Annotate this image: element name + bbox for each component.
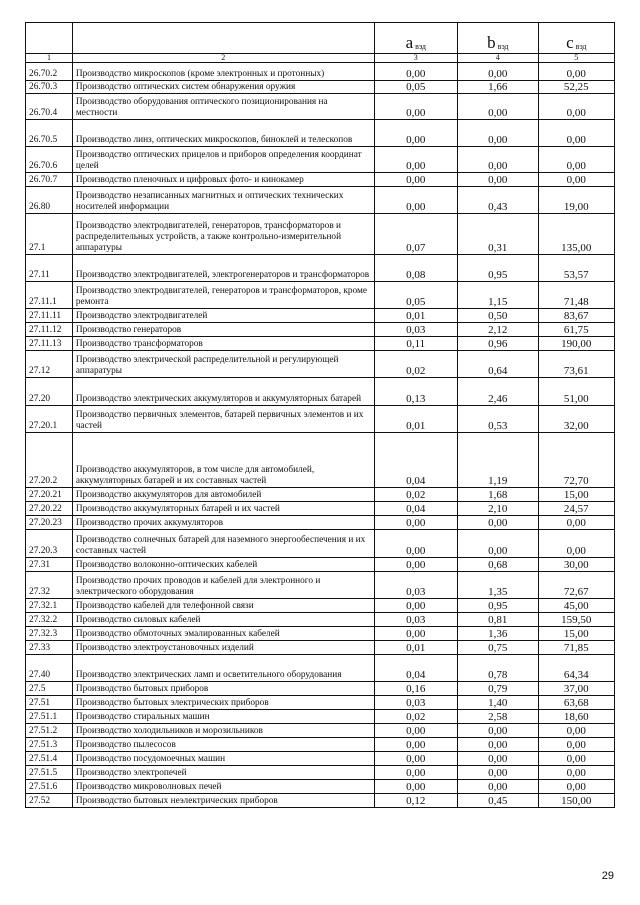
row-value-c: 83,67: [538, 309, 614, 323]
row-code: 27.12: [26, 351, 73, 378]
table-row: [26, 558, 615, 572]
header-name: [72, 23, 374, 54]
row-value-a: 0,03: [374, 613, 458, 627]
row-code: 27.52: [26, 794, 73, 808]
row-code: 27.20.23: [26, 516, 73, 530]
row-value-a: 0,00: [374, 599, 458, 613]
row-code: 27.40: [26, 655, 73, 682]
row-value-a: 0,08: [374, 255, 458, 282]
header-b: [458, 23, 539, 54]
row-code: 27.32.3: [26, 627, 73, 641]
row-value-c: 73,61: [538, 351, 614, 378]
row-code: 27.5: [26, 682, 73, 696]
table-row: [26, 433, 615, 488]
row-name: Производство прочих аккумуляторов: [72, 516, 374, 530]
row-value-b: 0,96: [458, 337, 539, 351]
row-code: 26.70.6: [26, 147, 73, 173]
row-name: Производство оптических прицелов и приборов определения координат целей: [72, 147, 374, 173]
column-number-row: [26, 54, 615, 63]
row-value-c: 71,48: [538, 282, 614, 309]
table-row: [26, 187, 615, 214]
row-name: Производство бытовых приборов: [72, 682, 374, 696]
row-value-b: 0,53: [458, 406, 539, 433]
row-value-b: 1,35: [458, 572, 539, 599]
row-name: Производство электроустановочных изделий: [72, 641, 374, 655]
row-code: 27.11.11: [26, 309, 73, 323]
row-value-c: 72,67: [538, 572, 614, 599]
row-name: Производство пылесосов: [72, 738, 374, 752]
row-value-c: 0,00: [538, 516, 614, 530]
row-value-c: 190,00: [538, 337, 614, 351]
header-b-main: b: [487, 33, 496, 52]
row-name: Производство электрических ламп и осветительного оборудования: [72, 655, 374, 682]
row-value-c: 135,00: [538, 214, 614, 255]
row-name: Производство солнечных батарей для наземного энергообеспечения и их составных частей: [72, 530, 374, 558]
row-value-c: 61,75: [538, 323, 614, 337]
table-row: [26, 738, 615, 752]
row-value-a: 0,00: [374, 752, 458, 766]
row-code: 27.32.1: [26, 599, 73, 613]
row-value-b: 0,79: [458, 682, 539, 696]
row-name: Производство волоконно-оптических кабелей: [72, 558, 374, 572]
row-value-a: 0,11: [374, 337, 458, 351]
row-value-b: 0,95: [458, 599, 539, 613]
row-value-a: 0,00: [374, 627, 458, 641]
row-value-c: 64,34: [538, 655, 614, 682]
row-name: Производство аккумуляторов, в том числе для автомобилей, аккумуляторных батарей и их составных частей: [72, 433, 374, 488]
table-row: [26, 780, 615, 794]
row-value-a: 0,00: [374, 94, 458, 120]
row-code: 27.11.13: [26, 337, 73, 351]
table-row: [26, 752, 615, 766]
table-row: [26, 94, 615, 120]
row-value-c: 159,50: [538, 613, 614, 627]
row-value-a: 0,07: [374, 214, 458, 255]
row-value-b: 0,00: [458, 120, 539, 147]
row-value-b: 0,75: [458, 641, 539, 655]
row-value-c: 51,00: [538, 378, 614, 406]
row-value-b: 1,40: [458, 696, 539, 710]
row-value-a: 0,00: [374, 120, 458, 147]
column-number: 4: [458, 54, 539, 63]
header-c: [538, 23, 614, 54]
row-code: 27.20: [26, 378, 73, 406]
row-value-a: 0,00: [374, 516, 458, 530]
row-value-a: 0,13: [374, 378, 458, 406]
row-value-a: 0,02: [374, 351, 458, 378]
row-value-b: 2,12: [458, 323, 539, 337]
header-code: [26, 23, 73, 54]
row-name: Производство электродвигателей, генераторов и трансформаторов, кроме ремонта: [72, 282, 374, 309]
table-row: [26, 655, 615, 682]
row-code: 27.32: [26, 572, 73, 599]
row-value-c: 0,00: [538, 752, 614, 766]
row-value-a: 0,00: [374, 780, 458, 794]
row-name: Производство электропечей: [72, 766, 374, 780]
row-value-b: 0,78: [458, 655, 539, 682]
row-code: 27.20.22: [26, 502, 73, 516]
row-name: Производство бытовых электрических приборов: [72, 696, 374, 710]
table-row: [26, 710, 615, 724]
row-code: 27.31: [26, 558, 73, 572]
row-value-b: 1,36: [458, 627, 539, 641]
row-value-b: 0,00: [458, 766, 539, 780]
coefficients-table: [25, 22, 615, 808]
row-value-c: 150,00: [538, 794, 614, 808]
row-value-c: 0,00: [538, 766, 614, 780]
row-value-c: 0,00: [538, 147, 614, 173]
row-name: Производство аккумуляторов для автомобилей: [72, 488, 374, 502]
row-value-a: 0,04: [374, 502, 458, 516]
row-name: Производство стиральных машин: [72, 710, 374, 724]
row-value-b: 1,66: [458, 81, 539, 94]
row-code: 26.70.2: [26, 63, 73, 81]
row-name: Производство холодильников и морозильников: [72, 724, 374, 738]
table-row: [26, 627, 615, 641]
row-name: Производство микроскопов (кроме электронных и протонных): [72, 63, 374, 81]
row-value-b: 1,19: [458, 433, 539, 488]
row-value-b: 2,58: [458, 710, 539, 724]
row-value-c: 0,00: [538, 780, 614, 794]
row-value-a: 0,00: [374, 187, 458, 214]
row-value-a: 0,00: [374, 558, 458, 572]
row-value-c: 71,85: [538, 641, 614, 655]
row-name: Производство микроволновых печей: [72, 780, 374, 794]
row-value-b: 0,43: [458, 187, 539, 214]
table-row: [26, 214, 615, 255]
row-value-a: 0,01: [374, 309, 458, 323]
row-code: 27.20.1: [26, 406, 73, 433]
row-code: 27.32.2: [26, 613, 73, 627]
row-value-b: 0,00: [458, 530, 539, 558]
table-row: [26, 613, 615, 627]
row-code: 27.51.6: [26, 780, 73, 794]
header-a-main: a: [405, 33, 414, 52]
row-code: 27.11.1: [26, 282, 73, 309]
row-value-b: 0,45: [458, 794, 539, 808]
row-value-c: 32,00: [538, 406, 614, 433]
row-name: Производство силовых кабелей: [72, 613, 374, 627]
row-value-b: 0,64: [458, 351, 539, 378]
row-code: 27.11.12: [26, 323, 73, 337]
row-value-b: 0,00: [458, 738, 539, 752]
row-code: 27.20.3: [26, 530, 73, 558]
row-value-c: 15,00: [538, 488, 614, 502]
row-value-a: 0,02: [374, 710, 458, 724]
row-value-c: 15,00: [538, 627, 614, 641]
row-value-b: 2,46: [458, 378, 539, 406]
row-name: Производство оптических систем обнаружения оружия: [72, 81, 374, 94]
row-name: Производство электродвигателей: [72, 309, 374, 323]
page-number: 29: [601, 870, 614, 882]
row-code: 27.51: [26, 696, 73, 710]
row-value-c: 0,00: [538, 173, 614, 187]
column-number: 3: [374, 54, 458, 63]
row-value-b: 2,10: [458, 502, 539, 516]
row-code: 26.70.7: [26, 173, 73, 187]
header-a: [374, 23, 458, 54]
row-value-c: 72,70: [538, 433, 614, 488]
row-code: 26.80: [26, 187, 73, 214]
row-value-c: 24,57: [538, 502, 614, 516]
table-row: [26, 323, 615, 337]
row-name: Производство аккумуляторных батарей и их частей: [72, 502, 374, 516]
row-name: Производство генераторов: [72, 323, 374, 337]
row-value-a: 0,00: [374, 147, 458, 173]
column-number: 2: [72, 54, 374, 63]
table-row: [26, 641, 615, 655]
table-row: [26, 696, 615, 710]
row-name: Производство бытовых неэлектрических приборов: [72, 794, 374, 808]
column-number: 1: [26, 54, 73, 63]
table-row: [26, 599, 615, 613]
row-value-b: 0,00: [458, 173, 539, 187]
row-value-b: 0,00: [458, 147, 539, 173]
row-value-a: 0,00: [374, 738, 458, 752]
table-row: [26, 337, 615, 351]
row-code: 26.70.4: [26, 94, 73, 120]
table-row: [26, 282, 615, 309]
row-name: Производство посудомоечных машин: [72, 752, 374, 766]
table-row: [26, 488, 615, 502]
table-row: [26, 309, 615, 323]
row-value-b: 0,68: [458, 558, 539, 572]
row-value-b: 0,50: [458, 309, 539, 323]
row-value-a: 0,00: [374, 530, 458, 558]
row-value-c: 0,00: [538, 63, 614, 81]
row-value-a: 0,00: [374, 63, 458, 81]
row-code: 26.70.5: [26, 120, 73, 147]
table-row: [26, 255, 615, 282]
row-value-a: 0,03: [374, 572, 458, 599]
row-name: Производство электрической распределительной и регулирующей аппаратуры: [72, 351, 374, 378]
row-value-b: 0,81: [458, 613, 539, 627]
row-value-a: 0,01: [374, 406, 458, 433]
row-value-c: 52,25: [538, 81, 614, 94]
row-value-a: 0,03: [374, 323, 458, 337]
row-value-c: 63,68: [538, 696, 614, 710]
table-row: [26, 120, 615, 147]
row-value-c: 0,00: [538, 120, 614, 147]
table-row: [26, 766, 615, 780]
row-name: Производство линз, оптических микроскопов, биноклей и телескопов: [72, 120, 374, 147]
row-code: 27.1: [26, 214, 73, 255]
row-value-b: 1,15: [458, 282, 539, 309]
header-c-sub: вэд: [575, 42, 587, 51]
row-name: Производство электрических аккумуляторов и аккумуляторных батарей: [72, 378, 374, 406]
header-row: [26, 23, 615, 54]
row-name: Производство оборудования оптического позиционирования на местности: [72, 94, 374, 120]
row-value-a: 0,16: [374, 682, 458, 696]
table-row: [26, 63, 615, 81]
row-value-c: 18,60: [538, 710, 614, 724]
row-value-c: 45,00: [538, 599, 614, 613]
row-value-b: 0,00: [458, 752, 539, 766]
table-row: [26, 378, 615, 406]
row-value-b: 1,68: [458, 488, 539, 502]
row-value-a: 0,00: [374, 724, 458, 738]
row-value-c: 0,00: [538, 94, 614, 120]
row-value-a: 0,05: [374, 81, 458, 94]
row-code: 27.51.1: [26, 710, 73, 724]
row-value-a: 0,00: [374, 173, 458, 187]
row-value-a: 0,04: [374, 433, 458, 488]
row-value-a: 0,12: [374, 794, 458, 808]
row-value-b: 0,95: [458, 255, 539, 282]
table-row: [26, 406, 615, 433]
table-row: [26, 572, 615, 599]
row-value-c: 0,00: [538, 738, 614, 752]
row-name: Производство первичных элементов, батарей первичных элементов и их частей: [72, 406, 374, 433]
row-code: 27.51.2: [26, 724, 73, 738]
table-row: [26, 173, 615, 187]
row-value-a: 0,00: [374, 766, 458, 780]
table-row: [26, 147, 615, 173]
row-value-a: 0,02: [374, 488, 458, 502]
row-value-b: 0,00: [458, 780, 539, 794]
row-name: Производство кабелей для телефонной связи: [72, 599, 374, 613]
row-value-a: 0,01: [374, 641, 458, 655]
row-value-b: 0,31: [458, 214, 539, 255]
table-row: [26, 502, 615, 516]
table-row: [26, 351, 615, 378]
row-name: Производство электродвигателей, генераторов, трансформаторов и распределительных устройств, а также контрольно-измерительной аппаратуры: [72, 214, 374, 255]
row-value-a: 0,04: [374, 655, 458, 682]
header-c-main: c: [566, 33, 574, 52]
row-value-b: 0,00: [458, 63, 539, 81]
table-row: [26, 530, 615, 558]
row-code: 27.20.21: [26, 488, 73, 502]
header-a-sub: вэд: [415, 42, 426, 51]
row-value-a: 0,03: [374, 696, 458, 710]
row-code: 27.11: [26, 255, 73, 282]
row-value-c: 37,00: [538, 682, 614, 696]
row-name: Производство обмоточных эмалированных кабелей: [72, 627, 374, 641]
row-name: Производство прочих проводов и кабелей для электронного и электрического оборудования: [72, 572, 374, 599]
table-row: [26, 516, 615, 530]
table-row: [26, 724, 615, 738]
row-code: 27.51.3: [26, 738, 73, 752]
row-code: 27.33: [26, 641, 73, 655]
row-code: 27.51.5: [26, 766, 73, 780]
row-name: Производство пленочных и цифровых фото- и кинокамер: [72, 173, 374, 187]
row-code: 26.70.3: [26, 81, 73, 94]
row-code: 27.20.2: [26, 433, 73, 488]
row-value-c: 30,00: [538, 558, 614, 572]
row-value-c: 0,00: [538, 530, 614, 558]
row-code: 27.51.4: [26, 752, 73, 766]
row-name: Производство незаписанных магнитных и оптических технических носителей информации: [72, 187, 374, 214]
table-row: [26, 682, 615, 696]
column-number: 5: [538, 54, 614, 63]
row-name: Производство трансформаторов: [72, 337, 374, 351]
row-value-b: 0,00: [458, 516, 539, 530]
row-name: Производство электродвигателей, электрогенераторов и трансформаторов: [72, 255, 374, 282]
row-value-c: 0,00: [538, 724, 614, 738]
table-row: [26, 794, 615, 808]
header-b-sub: вэд: [497, 42, 509, 51]
row-value-c: 19,00: [538, 187, 614, 214]
row-value-a: 0,05: [374, 282, 458, 309]
row-value-b: 0,00: [458, 724, 539, 738]
table-row: [26, 81, 615, 94]
row-value-c: 53,57: [538, 255, 614, 282]
table-body: [26, 63, 615, 808]
row-value-b: 0,00: [458, 94, 539, 120]
